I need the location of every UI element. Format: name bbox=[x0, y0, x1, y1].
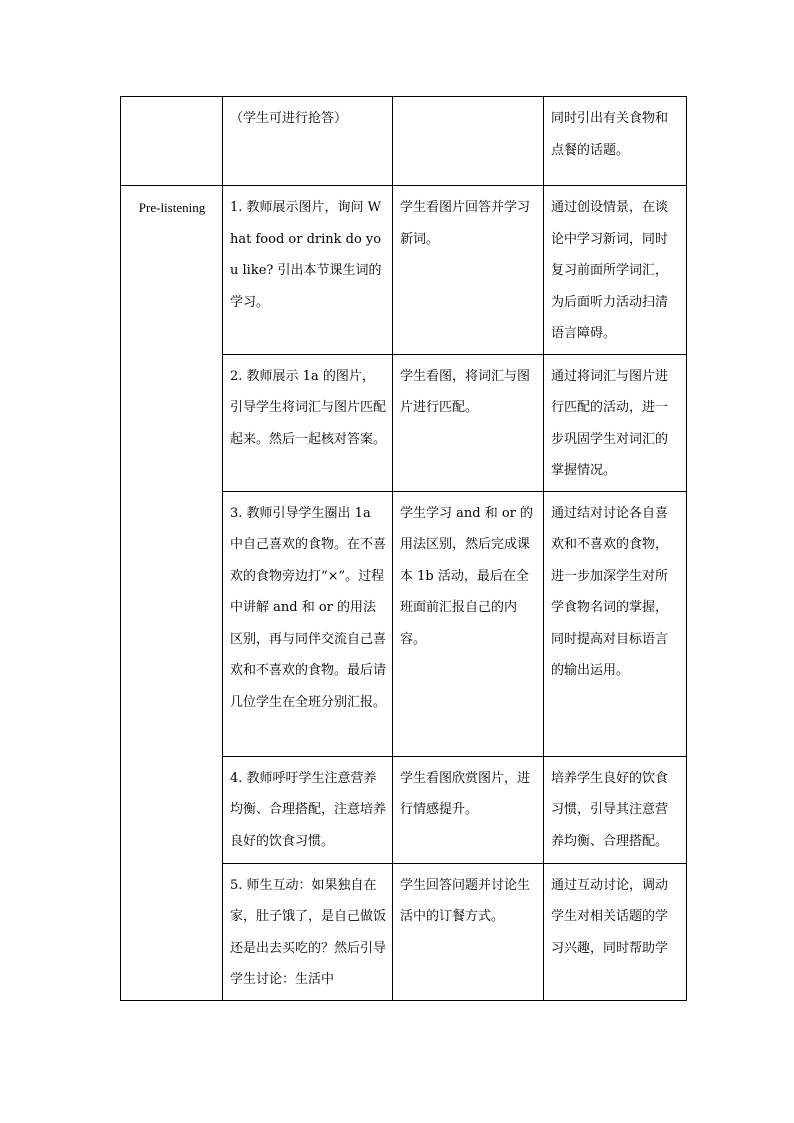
teacher-activity-cell: 4. 教师呼吁学生注意营养均衡、合理搭配，注意培养良好的饮食习惯。 bbox=[223, 756, 393, 863]
student-activity-cell: 学生看图，将词汇与图片进行匹配。 bbox=[393, 354, 544, 491]
design-purpose-cell: 通过互动讨论，调动学生对相关话题的学习兴趣，同时帮助学 bbox=[544, 863, 687, 1000]
student-activity-cell: 学生看图欣赏图片，进行情感提升。 bbox=[393, 756, 544, 863]
stage-label: Pre-listening bbox=[121, 186, 223, 1001]
table-row bbox=[121, 186, 687, 355]
teacher-activity-cell: 2. 教师展示 1a 的图片，引导学生将词汇与图片匹配起来。然后一起核对答案。 bbox=[223, 354, 393, 491]
stage-cell-empty bbox=[121, 97, 223, 186]
design-purpose-cell: 通过将词汇与图片进行匹配的活动，进一步巩固学生对词汇的掌握情况。 bbox=[544, 354, 687, 491]
student-activity-cell bbox=[393, 97, 544, 186]
teacher-activity-cell: 5. 师生互动：如果独自在家，肚子饿了，是自己做饭还是出去买吃的？然后引导学生讨论：生活中 bbox=[223, 863, 393, 1000]
student-activity-cell: 学生学习 and 和 or 的用法区别，然后完成课本 1b 活动，最后在全班面前汇报自己的内容。 bbox=[393, 491, 544, 756]
student-activity-cell: 学生看图片回答并学习新词。 bbox=[393, 186, 544, 355]
design-purpose-cell: 通过结对讨论各自喜欢和不喜欢的食物，进一步加深学生对所学食物名词的掌握，同时提高对目标语言的输出运用。 bbox=[544, 491, 687, 756]
student-activity-cell: 学生回答问题并讨论生活中的订餐方式。 bbox=[393, 863, 544, 1000]
design-purpose-cell: 通过创设情景，在谈论中学习新词，同时复习前面所学词汇，为后面听力活动扫清语言障碍。 bbox=[544, 186, 687, 355]
table-row bbox=[121, 97, 687, 186]
teacher-activity-cell: 3. 教师引导学生圈出 1a 中自己喜欢的食物。在不喜欢的食物旁边打“×”。过程中讲解 and 和 or 的用法区别，再与同伴交流自己喜欢和不喜欢的食物。最后请几位学生在全班分别汇报。 bbox=[223, 491, 393, 756]
lesson-plan-table bbox=[120, 96, 687, 1001]
teacher-activity-cell: 1. 教师展示图片，询问 What food or drink do you like? 引出本节课生词的学习。 bbox=[223, 186, 393, 355]
teacher-activity-cell: （学生可进行抢答） bbox=[223, 97, 393, 186]
design-purpose-cell: 培养学生良好的饮食习惯，引导其注意营养均衡、合理搭配。 bbox=[544, 756, 687, 863]
design-purpose-cell: 同时引出有关食物和点餐的话题。 bbox=[544, 97, 687, 186]
